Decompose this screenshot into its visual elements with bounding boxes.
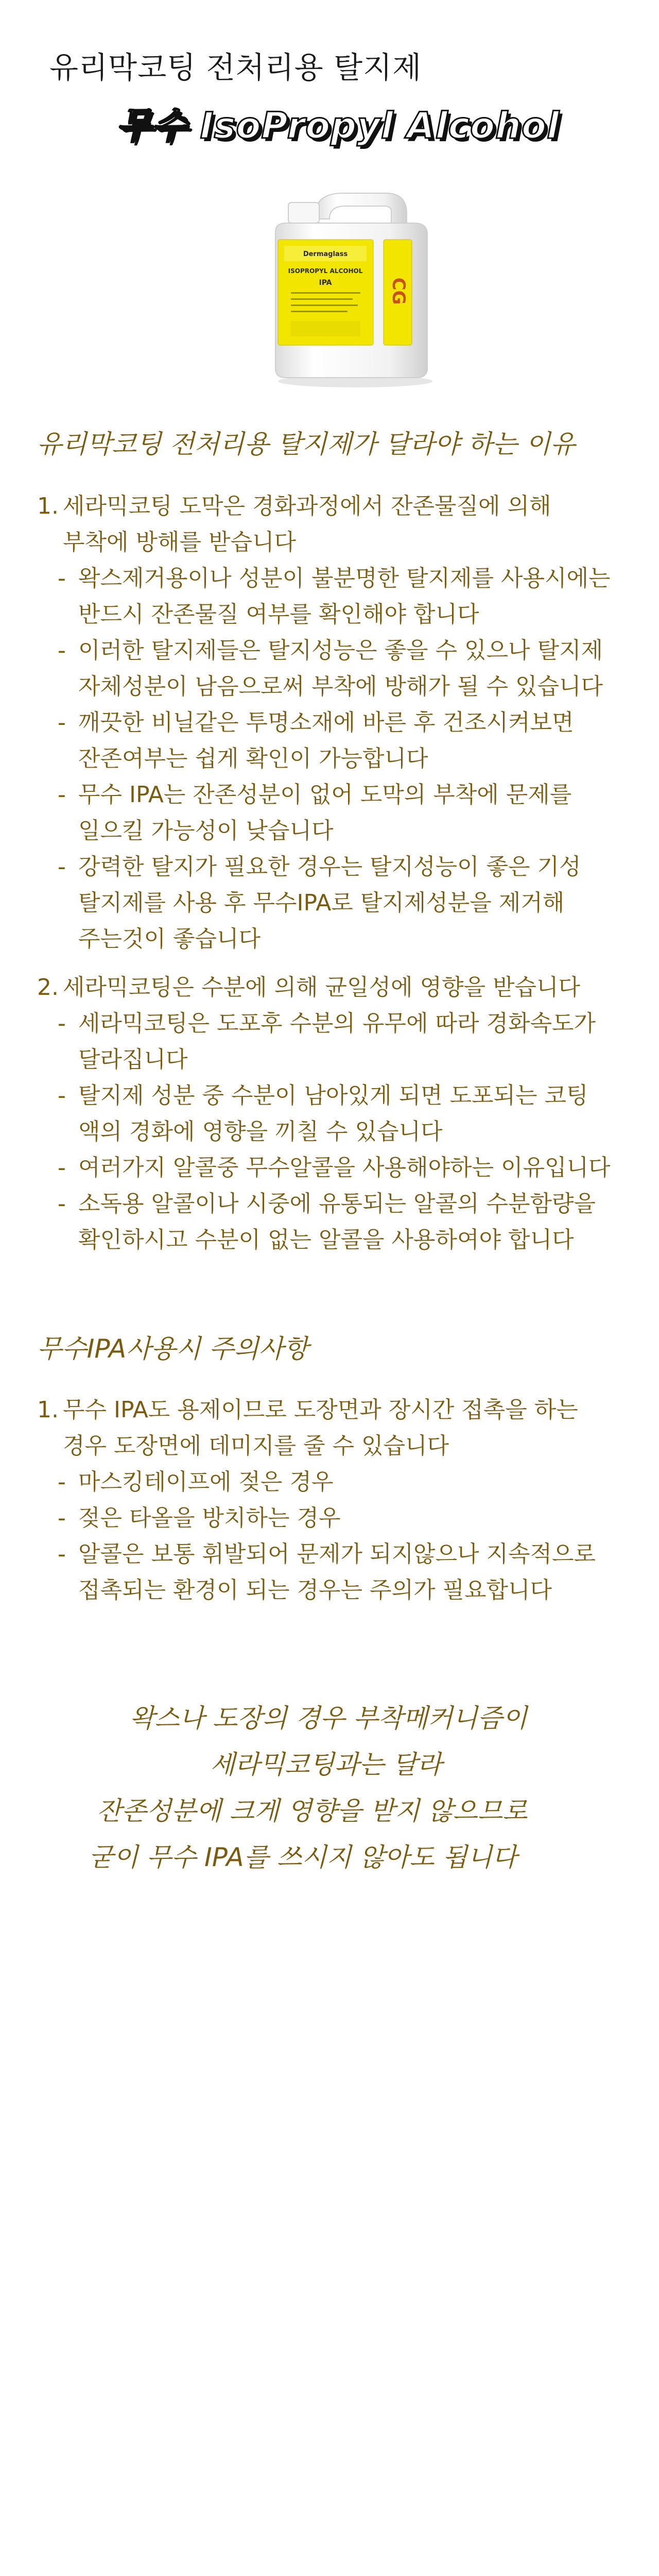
item-heading [37, 488, 639, 524]
dash-bullet: - [58, 1505, 66, 1531]
sub-item [37, 1464, 639, 1500]
sub-item-text: 젖은 타올을 방치하는 경우 [78, 1505, 341, 1531]
item-number: 2. [37, 974, 59, 1001]
section2-list [37, 1392, 639, 1608]
product-banner: 무수 IsoPropyl Alcohol [116, 105, 560, 147]
side-label-text: CG [388, 277, 409, 305]
sub-item-text: 탈지제 성분 중 수분이 남아있게 되면 도포되는 코팅 [78, 1082, 588, 1109]
sub-item [37, 705, 639, 777]
item-text: 경우 도장면에 데미지를 줄 수 있습니다 [63, 1433, 449, 1459]
sub-item-text: 이러한 탈지제들은 탈지성능은 좋을 수 있으나 탈지제 [78, 637, 603, 664]
dash-bullet: - [58, 709, 66, 736]
closing-message [0, 1695, 659, 1880]
dash-bullet: - [58, 1469, 66, 1495]
sub-item-text: 확인하시고 수분이 없는 알콜을 사용하여야 합니다 [78, 1227, 574, 1253]
page-title: 유리막코팅 전처리용 탈지제 [49, 50, 422, 85]
dash-bullet: - [58, 1541, 66, 1567]
label-name-text: ISOPROPYL ALCOHOL [288, 267, 363, 275]
sub-item [37, 1186, 639, 1258]
item-text: 세라믹코팅 도막은 경화과정에서 잔존물질에 의해 [63, 493, 551, 519]
dash-bullet: - [58, 1191, 66, 1217]
item-text: 부착에 방해를 받습니다 [63, 529, 297, 555]
sub-item-text: 달라집니다 [78, 1046, 188, 1073]
sub-item-text: 자체성분이 남음으로써 부착에 방해가 될 수 있습니다 [78, 673, 603, 700]
dash-bullet: - [58, 1155, 66, 1181]
sub-item [37, 849, 639, 957]
closing-line: 잔존성분에 크게 영향을 받지 않으므로 [97, 1796, 528, 1826]
dash-bullet: - [58, 1010, 66, 1037]
dash-bullet: - [58, 637, 66, 664]
sub-item-text: 알콜은 보통 휘발되어 문제가 되지않으나 지속적으로 [78, 1541, 596, 1567]
sub-item-text: 여러가지 알콜중 무수알콜을 사용해야하는 이유입니다 [78, 1155, 611, 1181]
sub-item-text: 세라믹코팅은 도포후 수분의 유무에 따라 경화속도가 [78, 1010, 596, 1037]
numbered-item [37, 1392, 639, 1608]
sub-item [37, 1500, 639, 1536]
dash-bullet: - [58, 854, 66, 880]
sub-item-text: 반드시 잔존물질 여부를 확인해야 합니다 [78, 601, 479, 628]
sub-item [37, 1150, 639, 1186]
sub-item [37, 1078, 639, 1150]
item-heading [37, 970, 639, 1006]
sub-item-text: 소독용 알콜이나 시중에 유통되는 알콜의 수분함량을 [78, 1191, 596, 1217]
numbered-item [37, 970, 639, 1258]
label-sub-text: IPA [319, 279, 332, 287]
item-number: 1. [37, 493, 59, 519]
sub-item-text: 접촉되는 환경이 되는 경우는 주의가 필요합니다 [78, 1577, 552, 1603]
sub-item [37, 1536, 639, 1608]
sub-item [37, 633, 639, 705]
section1-heading: 유리막코팅 전처리용 탈지제가 달라야 하는 이유 [37, 429, 576, 459]
section2-heading: 무수IPA사용시 주의사항 [37, 1334, 309, 1364]
numbered-item [37, 488, 639, 957]
sub-item [37, 561, 639, 633]
label-brand-text: Dermaglass [303, 250, 348, 258]
item-text: 무수 IPA도 용제이므로 도장면과 장시간 접촉을 하는 [63, 1397, 578, 1423]
closing-line: 세라믹코팅과는 달라 [210, 1750, 442, 1780]
sub-item-text: 주는것이 좋습니다 [78, 926, 261, 952]
dash-bullet: - [58, 1082, 66, 1109]
closing-line: 왁스나 도장의 경우 부착메커니즘이 [130, 1703, 528, 1733]
sub-item-text: 무수 IPA는 잔존성분이 없어 도막의 부착에 문제를 [78, 782, 572, 808]
sub-item-text: 왁스제거용이나 성분이 불분명한 탈지제를 사용시에는 [78, 565, 611, 591]
dash-bullet: - [58, 565, 66, 591]
dash-bullet: - [58, 782, 66, 808]
sub-item-text: 일으킬 가능성이 낮습니다 [78, 818, 334, 844]
section1-list [37, 488, 639, 1258]
sub-item [37, 1006, 639, 1078]
item-heading [37, 1392, 639, 1428]
sub-item-text: 잔존여부는 쉽게 확인이 가능합니다 [78, 745, 428, 772]
sub-item-text: 강력한 탈지가 필요한 경우는 탈지성능이 좋은 기성 [78, 854, 581, 880]
sub-item-text: 깨끗한 비닐같은 투명소재에 바른 후 건조시켜보면 [78, 709, 574, 736]
sub-item [37, 777, 639, 849]
sub-item-text: 마스킹테이프에 젖은 경우 [78, 1469, 334, 1495]
item-text: 세라믹코팅은 수분에 의해 균일성에 영향을 받습니다 [63, 974, 581, 1001]
sub-item-text: 탈지제를 사용 후 무수IPA로 탈지제성분을 제거해 [78, 890, 565, 916]
sub-item-text: 액의 경화에 영향을 끼칠 수 있습니다 [78, 1118, 443, 1145]
closing-line: 굳이 무수 IPA를 쓰시지 않아도 됩니다 [89, 1842, 517, 1872]
product-image [252, 183, 448, 389]
item-number: 1. [37, 1397, 59, 1423]
